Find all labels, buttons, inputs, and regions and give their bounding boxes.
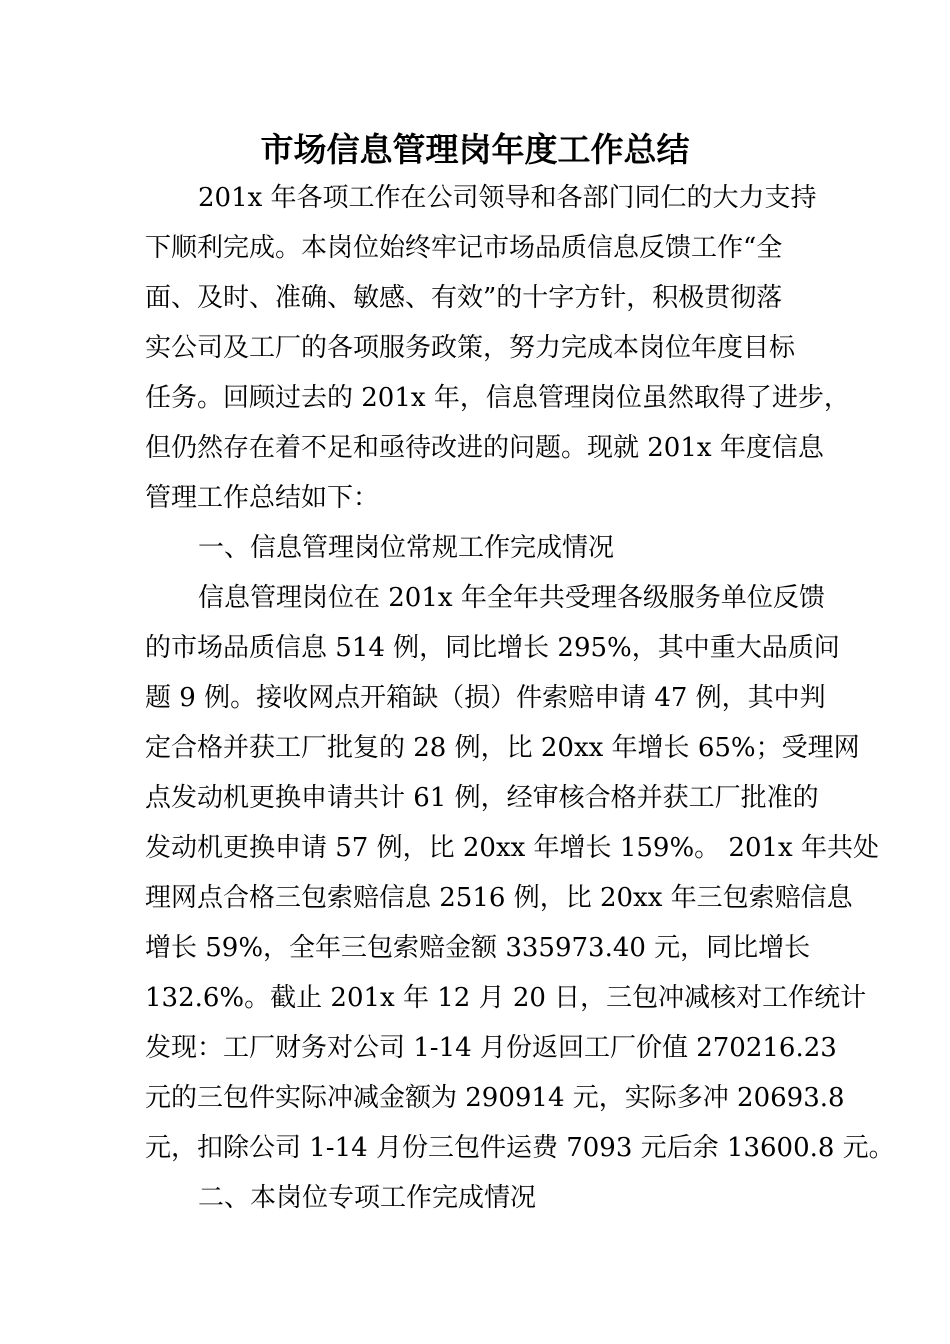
section-heading-2: 二、本岗位专项工作完成情况 bbox=[198, 1183, 537, 1213]
paragraph-line: 元的三包件实际冲减金额为 290914 元，实际多冲 20693.8 bbox=[145, 1083, 845, 1113]
paragraph-line: 题 9 例。接收网点开箱缺（损）件索赔申请 47 例，其中判 bbox=[145, 683, 826, 713]
document-title: 市场信息管理岗年度工作总结 bbox=[260, 130, 690, 169]
paragraph-line: 元，扣除公司 1-14 月份三包件运费 7093 元后余 13600.8 元。 bbox=[145, 1133, 895, 1163]
paragraph-line: 132.6%。截止 201x 年 12 月 20 日，三包冲减核对工作统计 bbox=[145, 983, 867, 1013]
paragraph-line: 面、及时、准确、敏感、有效”的十字方针，积极贯彻落 bbox=[145, 283, 783, 313]
paragraph-line: 理网点合格三包索赔信息 2516 例，比 20xx 年三包索赔信息 bbox=[145, 883, 853, 913]
paragraph-line: 信息管理岗位在 201x 年全年共受理各级服务单位反馈 bbox=[198, 583, 825, 613]
paragraph-line: 但仍然存在着不足和亟待改进的问题。现就 201x 年度信息 bbox=[145, 433, 824, 463]
section-heading-1: 一、信息管理岗位常规工作完成情况 bbox=[198, 533, 615, 563]
paragraph-line: 发动机更换申请 57 例，比 20xx 年增长 159%。 201x 年共处 bbox=[145, 833, 879, 863]
paragraph-line: 下顺利完成。本岗位始终牢记市场品质信息反馈工作“全 bbox=[145, 233, 783, 263]
paragraph-line: 实公司及工厂的各项服务政策，努力完成本岗位年度目标 bbox=[145, 333, 796, 363]
paragraph-line: 增长 59%，全年三包索赔金额 335973.40 元，同比增长 bbox=[145, 933, 811, 963]
paragraph-line: 的市场品质信息 514 例，同比增长 295%，其中重大品质问 bbox=[145, 633, 840, 663]
paragraph-line: 定合格并获工厂批复的 28 例，比 20xx 年增长 65%；受理网 bbox=[145, 733, 860, 763]
paragraph-line: 点发动机更换申请共计 61 例，经审核合格并获工厂批准的 bbox=[145, 783, 819, 813]
paragraph-line: 发现：工厂财务对公司 1-14 月份返回工厂价值 270216.23 bbox=[145, 1033, 837, 1063]
paragraph-line: 201x 年各项工作在公司领导和各部门同仁的大力支持 bbox=[198, 183, 817, 213]
paragraph-line: 管理工作总结如下： bbox=[145, 483, 380, 513]
paragraph-line: 任务。回顾过去的 201x 年，信息管理岗位虽然取得了进步， bbox=[145, 383, 850, 413]
